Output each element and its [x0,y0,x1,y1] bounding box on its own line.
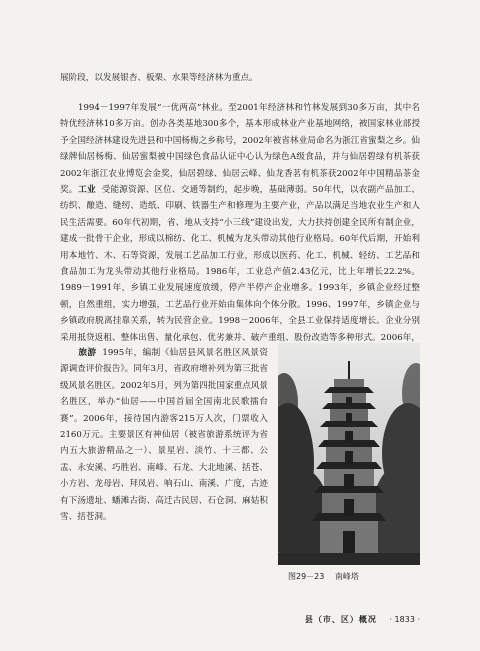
figure-caption [288,571,418,582]
footer-section-title: 县（市、区）概况 [304,614,377,624]
figure-number: 图29－23 [288,572,325,581]
figure-title: 南峰塔 [334,572,359,581]
industry-heading: 工业 [78,185,96,195]
ground [278,553,420,565]
paragraph-tourism-text: 1995年，编制《仙居县风景名胜区风景资源调查评价报告》。同年3月，省政府增补列为第三批省级风景名胜区。2002年5月，列为第四批国家重点风景名胜区，举办“仙居——中国首届全国南北民歌擂台赛”。2006年，接待国内游客215万人次，门票收入2160万元。主要景区有神仙居（被省旅游系统评为省内五大旅游精品之一）、景星岩、淡竹、十三都、公盂、永安溪、巧胜岩、南峰、石龙、大北地溪、括苍、小方岩、龙母岩、拜凤岩、响石山、南溪、广度，古迹有下汤遗址、蟠滩古街、高迁古民居、石仓洞、麻姑积雪、括苍洞。 [60,348,268,523]
tourism-heading: 旅游 [78,348,97,358]
pagoda-photo [278,343,420,565]
paragraph-industry-text: 受能源资源、区位、交通等制约，起步晚，基础薄弱。50年代，以农副产品加工、纺织、酿造、缝纫、造纸、印刷、铁器生产和修理为主要产业，产品以满足当地农业生产和人民生活需要。60年代初期，省、地从支持“小三线”建设出发，大力扶持创建全民所有制企业，建成一批骨干企业，形成以棉纺、化工、机械为龙头带动其他行业格局。60年代后期，开始利用本地竹、木、石等资源，发展工艺品加工行业，形成以医药、化工、机械、轻纺、工艺品和食品加工为龙头带动其他行业格局。1986年，工业总产值2.43亿元，比上年增长22.2%。1989－1991年，乡镇工业发展速度放缓，停产半停产企业增多。1993年，乡镇企业经过整顿，自然重组，实力增强，工艺品行业开始由集体向个体分散。1996、1997年，乡镇企业与乡镇政府脱离挂靠关系，转为民营企业。1998－2006年，全县工业保持适度增长。企业分别采用抵贷返租、整体出售、量化承包、优劣兼并、破产重组、股份改造等多种形式。2006年， [60,185,420,343]
pagoda-illustration [278,343,420,565]
page-number: · 1833 · [389,615,420,624]
paragraph-forestry-text: 1994－1997年发展“一优两高”林业。至2001年经济林和竹林发展到30多万亩，其中名特优经济林10多万亩。创办各类基地300多个，基本形成林业产业基地网络，被国家林业部授予全国经济林建设先进县和中国杨梅之乡称号，2002年被省林业局命名为浙江省蜜梨之乡。仙绿牌仙居杨梅、仙居蜜梨被中国绿色食品认证中心认为绿色A级食品，并与仙居碧绿有机茶获2002年浙江农业博览会金奖，仙居碧绿、仙居云峰、仙龙香茗有机茶获2002年中国精品茶金奖。 [60,103,420,196]
paragraph-industry [60,182,420,346]
page-footer [250,614,420,625]
paragraph-tourism [60,345,268,525]
paragraph-intro: 展阶段，以发展银杏、板栗、水果等经济林为重点。 [60,73,258,83]
